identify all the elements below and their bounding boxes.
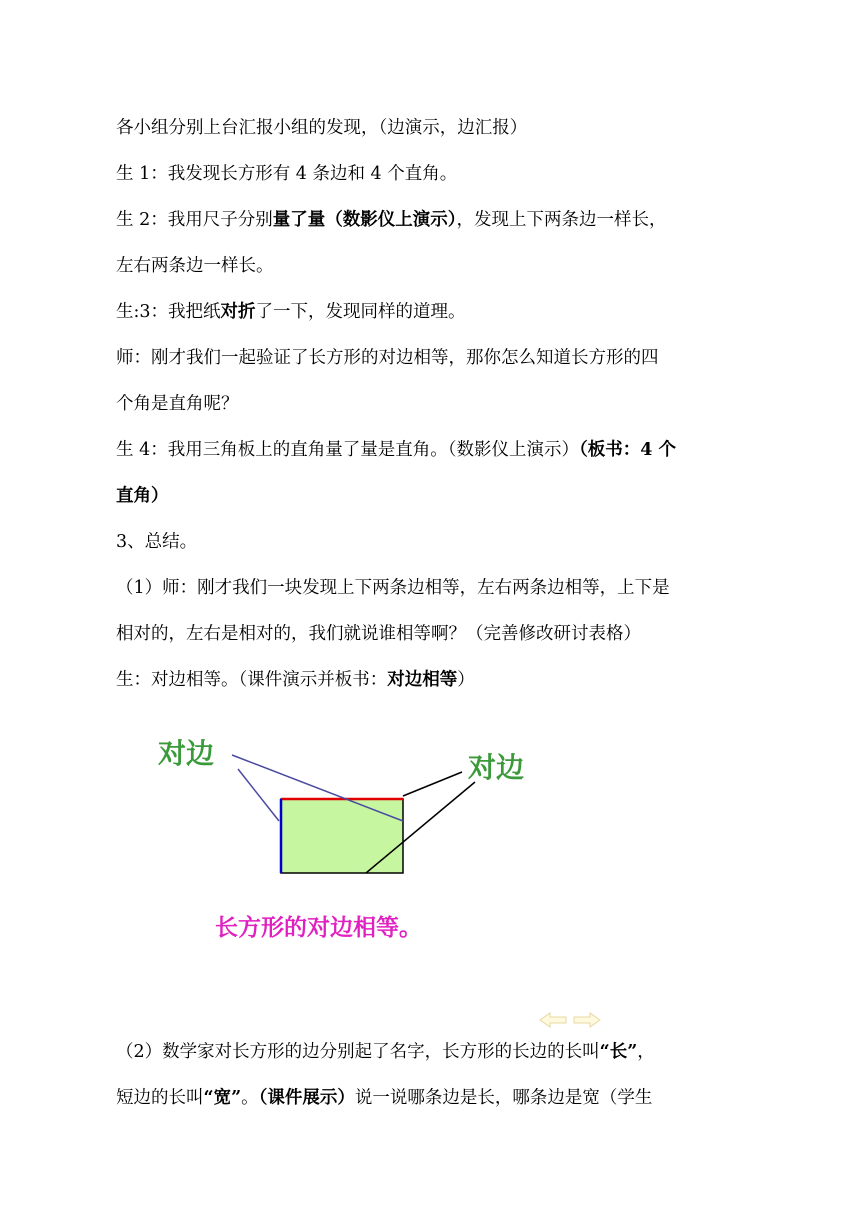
text-run: ，发现上下两条边一样长， xyxy=(456,210,667,230)
text-run: ， xyxy=(637,1042,655,1062)
paragraph-line xyxy=(116,208,666,232)
paragraph-line xyxy=(116,668,475,692)
paragraph-line: 左右两条边一样长。 xyxy=(116,256,274,276)
opposite-sides-figure xyxy=(140,725,620,955)
text-run: 生：对边相等。（课件演示并板书： xyxy=(116,670,388,690)
figure-label-left: 对边 xyxy=(158,737,215,770)
text-run: 生 4：我用三角板上的直角量了量是直角。（数影仪上演示） xyxy=(116,440,579,460)
text-run: ） xyxy=(457,670,475,690)
bold-text: “宽” xyxy=(203,1088,242,1108)
paragraph-line xyxy=(116,438,676,462)
paragraph-line: 各小组分别上台汇报小组的发现，（边演示，边汇报） xyxy=(116,118,528,138)
right-arrow-icon[interactable] xyxy=(574,1013,600,1027)
text-run: 说一说哪条边是长，哪条边是宽（学生 xyxy=(354,1088,653,1108)
pointer-line-left-to-edge xyxy=(238,769,279,821)
figure-caption: 长方形的对边相等。 xyxy=(215,915,422,941)
paragraph-line: 相对的，左右是相对的，我们就说谁相等啊？（完善修改研讨表格） xyxy=(116,624,641,644)
bold-text: 直角） xyxy=(116,486,169,506)
paragraph-line: 师：刚才我们一起验证了长方形的对边相等，那你怎么知道长方形的四 xyxy=(116,348,659,368)
bold-text: 对折 xyxy=(220,302,256,322)
bold-text: 对边相等 xyxy=(387,670,458,690)
rectangle-shape xyxy=(281,799,403,873)
text-run: 。 xyxy=(241,1088,259,1108)
paragraph-line: 生 1：我发现长方形有 4 条边和 4 个直角。 xyxy=(116,164,458,184)
left-arrow-icon[interactable] xyxy=(540,1013,566,1027)
paragraph-line: 3、总结。 xyxy=(116,532,198,552)
paragraph-line xyxy=(116,1040,655,1064)
text-run: 了一下，发现同样的道理。 xyxy=(255,302,466,322)
paragraph-line xyxy=(116,1086,652,1110)
bold-text: （课件展示） xyxy=(258,1088,355,1108)
paragraph-line xyxy=(116,484,169,508)
text-run: （2）数学家对长方形的边分别起了名字，长方形的长边的长叫 xyxy=(116,1042,600,1062)
pointer-line-right-to-top xyxy=(403,772,462,796)
text-run: 短边的长叫 xyxy=(116,1088,204,1108)
bold-text: 量了量（数影仪上演示） xyxy=(272,210,457,230)
text-run: 生:3：我把纸 xyxy=(116,302,221,322)
paragraph-line: 个角是直角呢？ xyxy=(116,394,239,414)
text-run: 生 2：我用尺子分别 xyxy=(116,210,273,230)
paragraph-line: （1）师：刚才我们一块发现上下两条边相等，左右两条边相等，上下是 xyxy=(116,578,670,598)
bold-text: （板书：4 个 xyxy=(578,440,676,460)
figure-label-right: 对边 xyxy=(468,751,525,784)
slide-nav-arrows xyxy=(538,1010,602,1030)
bold-text: “长” xyxy=(599,1042,638,1062)
paragraph-line xyxy=(116,300,466,324)
